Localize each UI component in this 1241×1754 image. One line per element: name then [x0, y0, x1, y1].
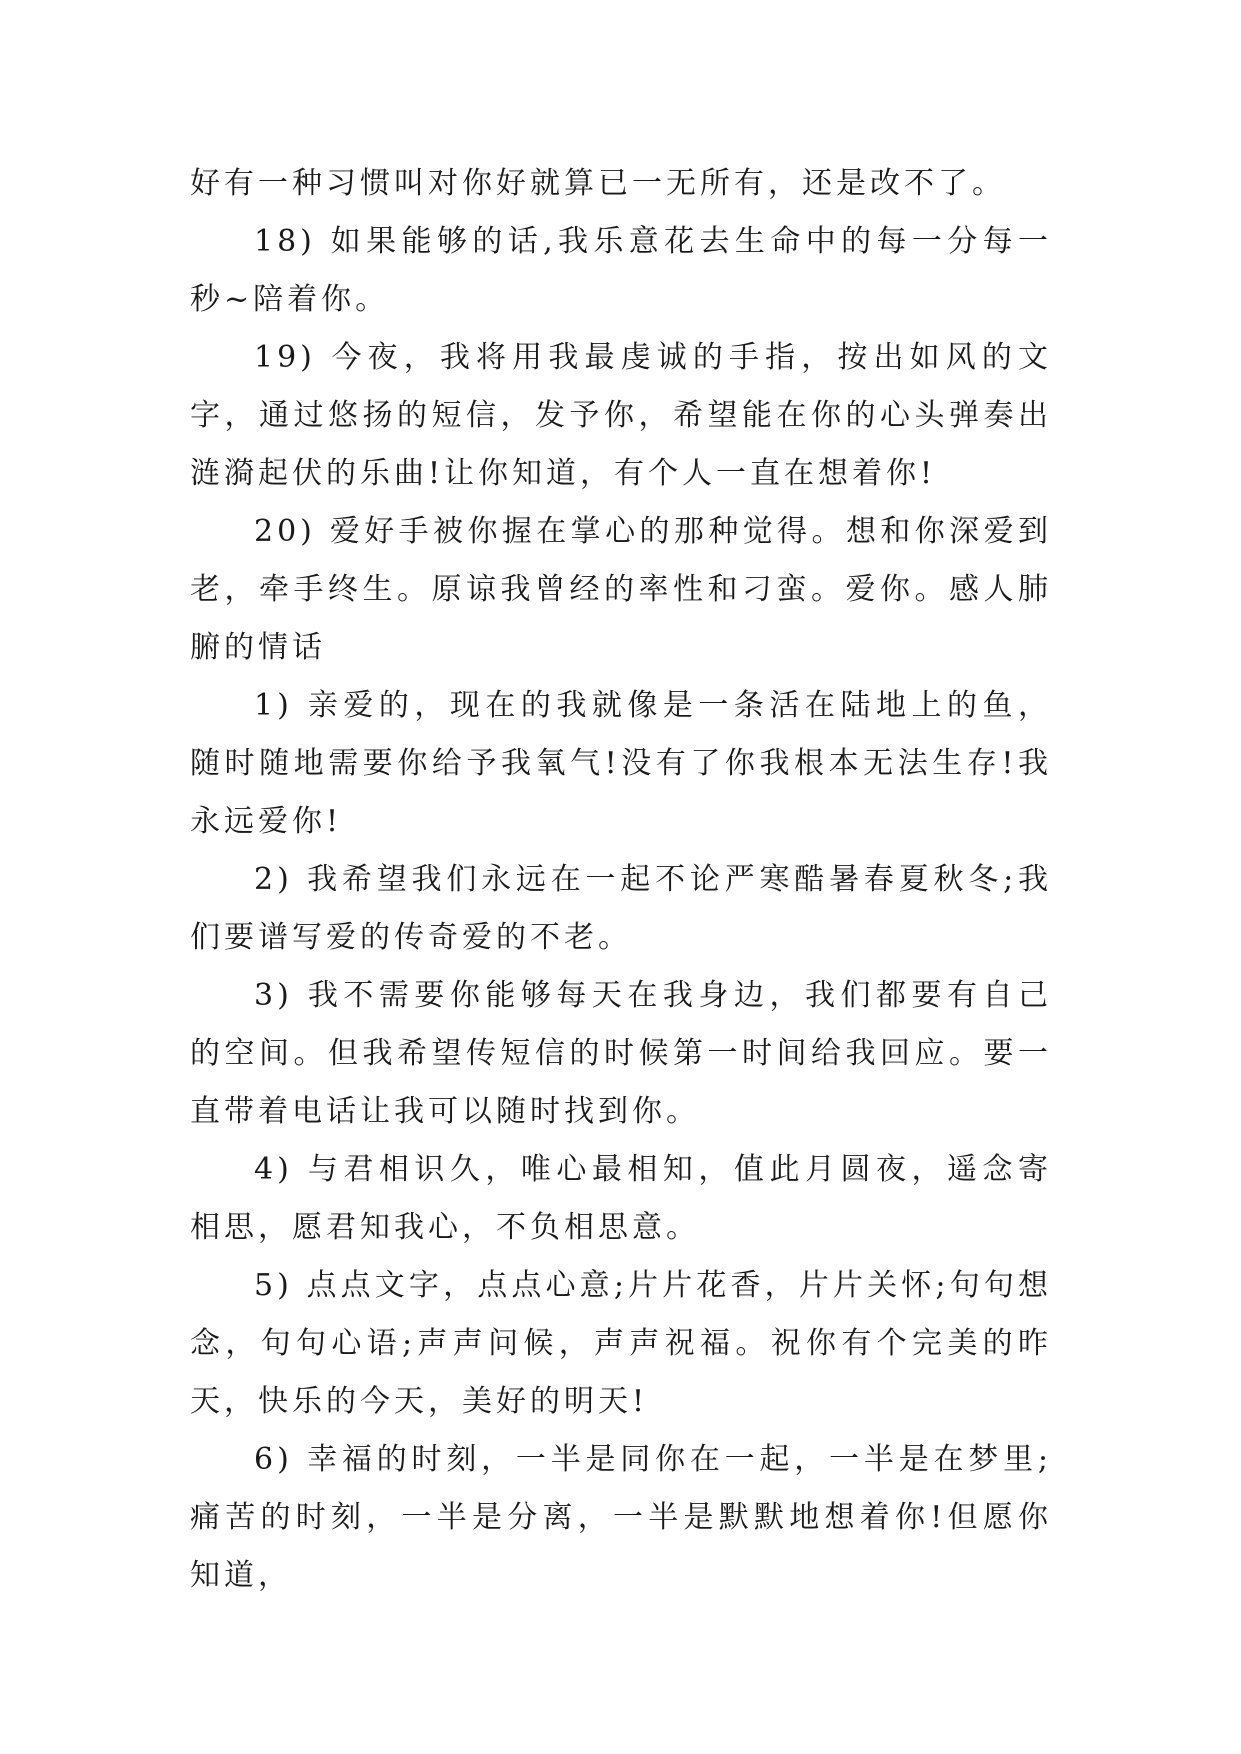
paragraph-18: 18) 如果能够的话,我乐意花去生命中的每一分每一秒~陪着你。: [190, 224, 1052, 317]
paragraph-1: 1) 亲爱的，现在的我就像是一条活在陆地上的鱼，随时随地需要你给予我氧气!没有了你我根本无法生存!我永远爱你!: [190, 688, 1052, 839]
paragraph-4: 4) 与君相识久，唯心最相知，值此月圆夜，遥念寄相思，愿君知我心，不负相思意。: [190, 1152, 1052, 1245]
paragraph-3: 3) 我不需要你能够每天在我身边，我们都要有自己的空间。但我希望传短信的时候第一时间给我回应。要一直带着电话让我可以随时找到你。: [190, 978, 1052, 1129]
paragraph-5: 5) 点点文字，点点心意;片片花香，片片关怀;句句想念，句句心语;声声问候，声声祝福。祝你有个完美的昨天，快乐的今天，美好的明天!: [190, 1268, 1052, 1419]
paragraph-2: 2) 我希望我们永远在一起不论严寒酷暑春夏秋冬;我们要谱写爱的传奇爱的不老。: [190, 862, 1052, 955]
paragraph-continuation: 好有一种习惯叫对你好就算已一无所有，还是改不了。: [190, 166, 1006, 201]
paragraph-6: 6) 幸福的时刻，一半是同你在一起，一半是在梦里;痛苦的时刻，一半是分离，一半是默默地想着你!但愿你知道，: [190, 1442, 1052, 1593]
paragraph-19: 19) 今夜，我将用我最虔诚的手指，按出如风的文字，通过悠扬的短信，发予你，希望能在你的心头弹奏出涟漪起伏的乐曲!让你知道，有个人一直在想着你!: [190, 340, 1052, 491]
document-body: [190, 155, 1052, 1605]
paragraph-20: 20) 爱好手被你握在掌心的那种觉得。想和你深爱到老，牵手终生。原谅我曾经的率性和刁蛮。爱你。感人肺腑的情话: [190, 514, 1052, 665]
